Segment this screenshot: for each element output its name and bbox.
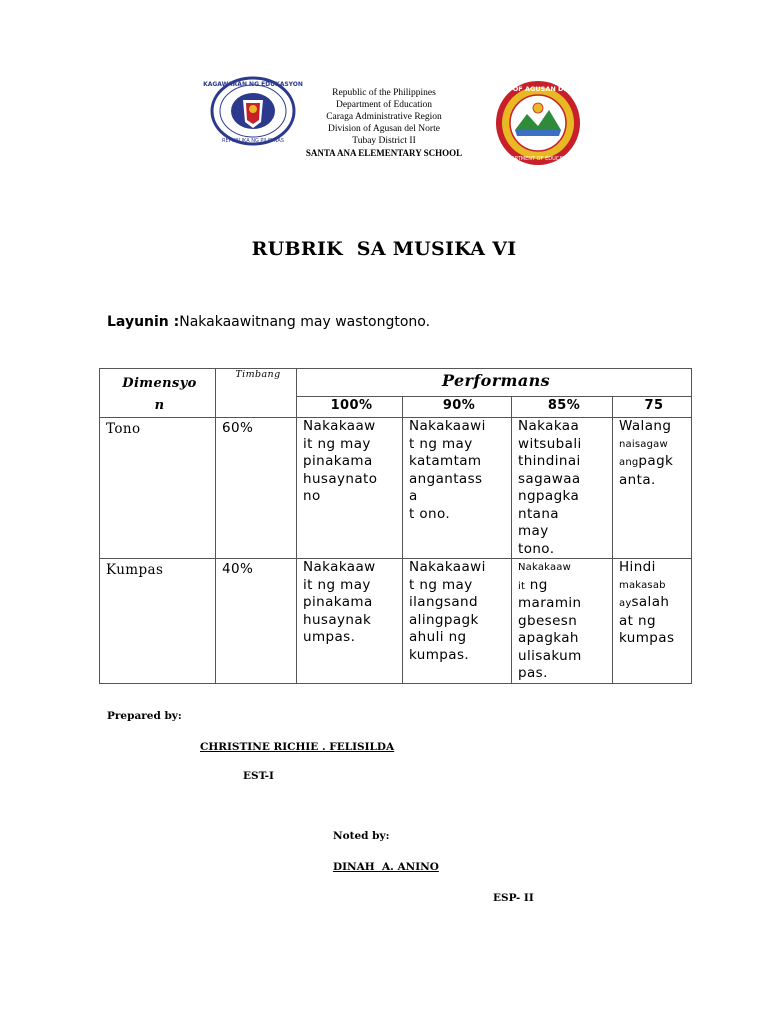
- header-line-division: Division of Agusan del Norte: [328, 124, 440, 134]
- school-name: SANTA ANA ELEMENTARY SCHOOL: [305, 148, 463, 158]
- weight-kumpas: 40%: [216, 559, 297, 684]
- header-line-region: Caraga Administrative Region: [326, 112, 442, 122]
- table-header-row: [100, 369, 692, 397]
- prepared-by-label: Prepared by:: [107, 710, 182, 722]
- header-line-department: Department of Education: [335, 100, 433, 110]
- performance-header: Performans: [297, 369, 692, 397]
- cell-kumpas-85: Nakakaaw it ng maramin gbesesn apagkah ulisakum pas.: [512, 559, 613, 684]
- cell-tono-85: Nakakaa witsubali thindinai sagawaa ngpagka ntana may tono.: [512, 418, 613, 559]
- dimension-tono: Tono: [100, 418, 216, 559]
- objective-label: Layunin :: [107, 314, 180, 330]
- cell-tono-75: Walang naisagaw angpagk anta.: [613, 418, 692, 559]
- noted-by-label: Noted by:: [333, 830, 390, 842]
- cell-tono-100: Nakakaaw it ng may pinakama husaynato no: [297, 418, 403, 559]
- level-85: 85%: [512, 396, 613, 417]
- level-90: 90%: [403, 396, 512, 417]
- level-75: 75: [613, 396, 692, 417]
- table-row: [100, 559, 692, 684]
- cell-kumpas-100: Nakakaaw it ng may pinakama husaynak umpas.: [297, 559, 403, 684]
- table-row: [100, 418, 692, 559]
- svg-text:DIVISION OF AGUSAN DEL NORTE: DIVISION OF AGUSAN DEL NORTE: [477, 85, 599, 93]
- prepared-by-title: EST-I: [243, 770, 274, 782]
- dimension-header: Dimensyo n: [100, 369, 216, 418]
- svg-text:DEPARTMENT OF EDUCATION: DEPARTMENT OF EDUCATION: [501, 156, 575, 162]
- prepared-by-name: CHRISTINE RICHIE . FELISILDA: [200, 741, 395, 753]
- rubric-table: [99, 368, 692, 684]
- header-line-country: Republic of the Philippines: [332, 88, 436, 98]
- objective: [107, 314, 430, 330]
- weight-header: Timbang: [216, 369, 297, 418]
- noted-by-title: ESP- II: [493, 892, 534, 904]
- cell-kumpas-75: Hindi makasab aysalah at ng kumpas: [613, 559, 692, 684]
- noted-by-name: DINAH A. ANINO: [333, 861, 439, 873]
- cell-kumpas-90: Nakakaawi t ng may ilangsand alingpagk ahuli ng kumpas.: [403, 559, 512, 684]
- document-title: RUBRIK SA MUSIKA VI: [251, 238, 517, 260]
- objective-text: Nakakaawitnang may wastongtono.: [179, 314, 431, 330]
- weight-tono: 60%: [216, 418, 297, 559]
- letterhead: [0, 87, 768, 159]
- svg-text:REPUBLIKA NG PILIPINAS: REPUBLIKA NG PILIPINAS: [222, 138, 284, 144]
- level-100: 100%: [297, 396, 403, 417]
- header-line-district: Tubay District II: [352, 136, 416, 146]
- svg-text:KAGAWARAN NG EDUKASYON: KAGAWARAN NG EDUKASYON: [203, 81, 303, 88]
- cell-tono-90: Nakakaawi t ng may katamtam angantass a t ono.: [403, 418, 512, 559]
- dimension-kumpas: Kumpas: [100, 559, 216, 684]
